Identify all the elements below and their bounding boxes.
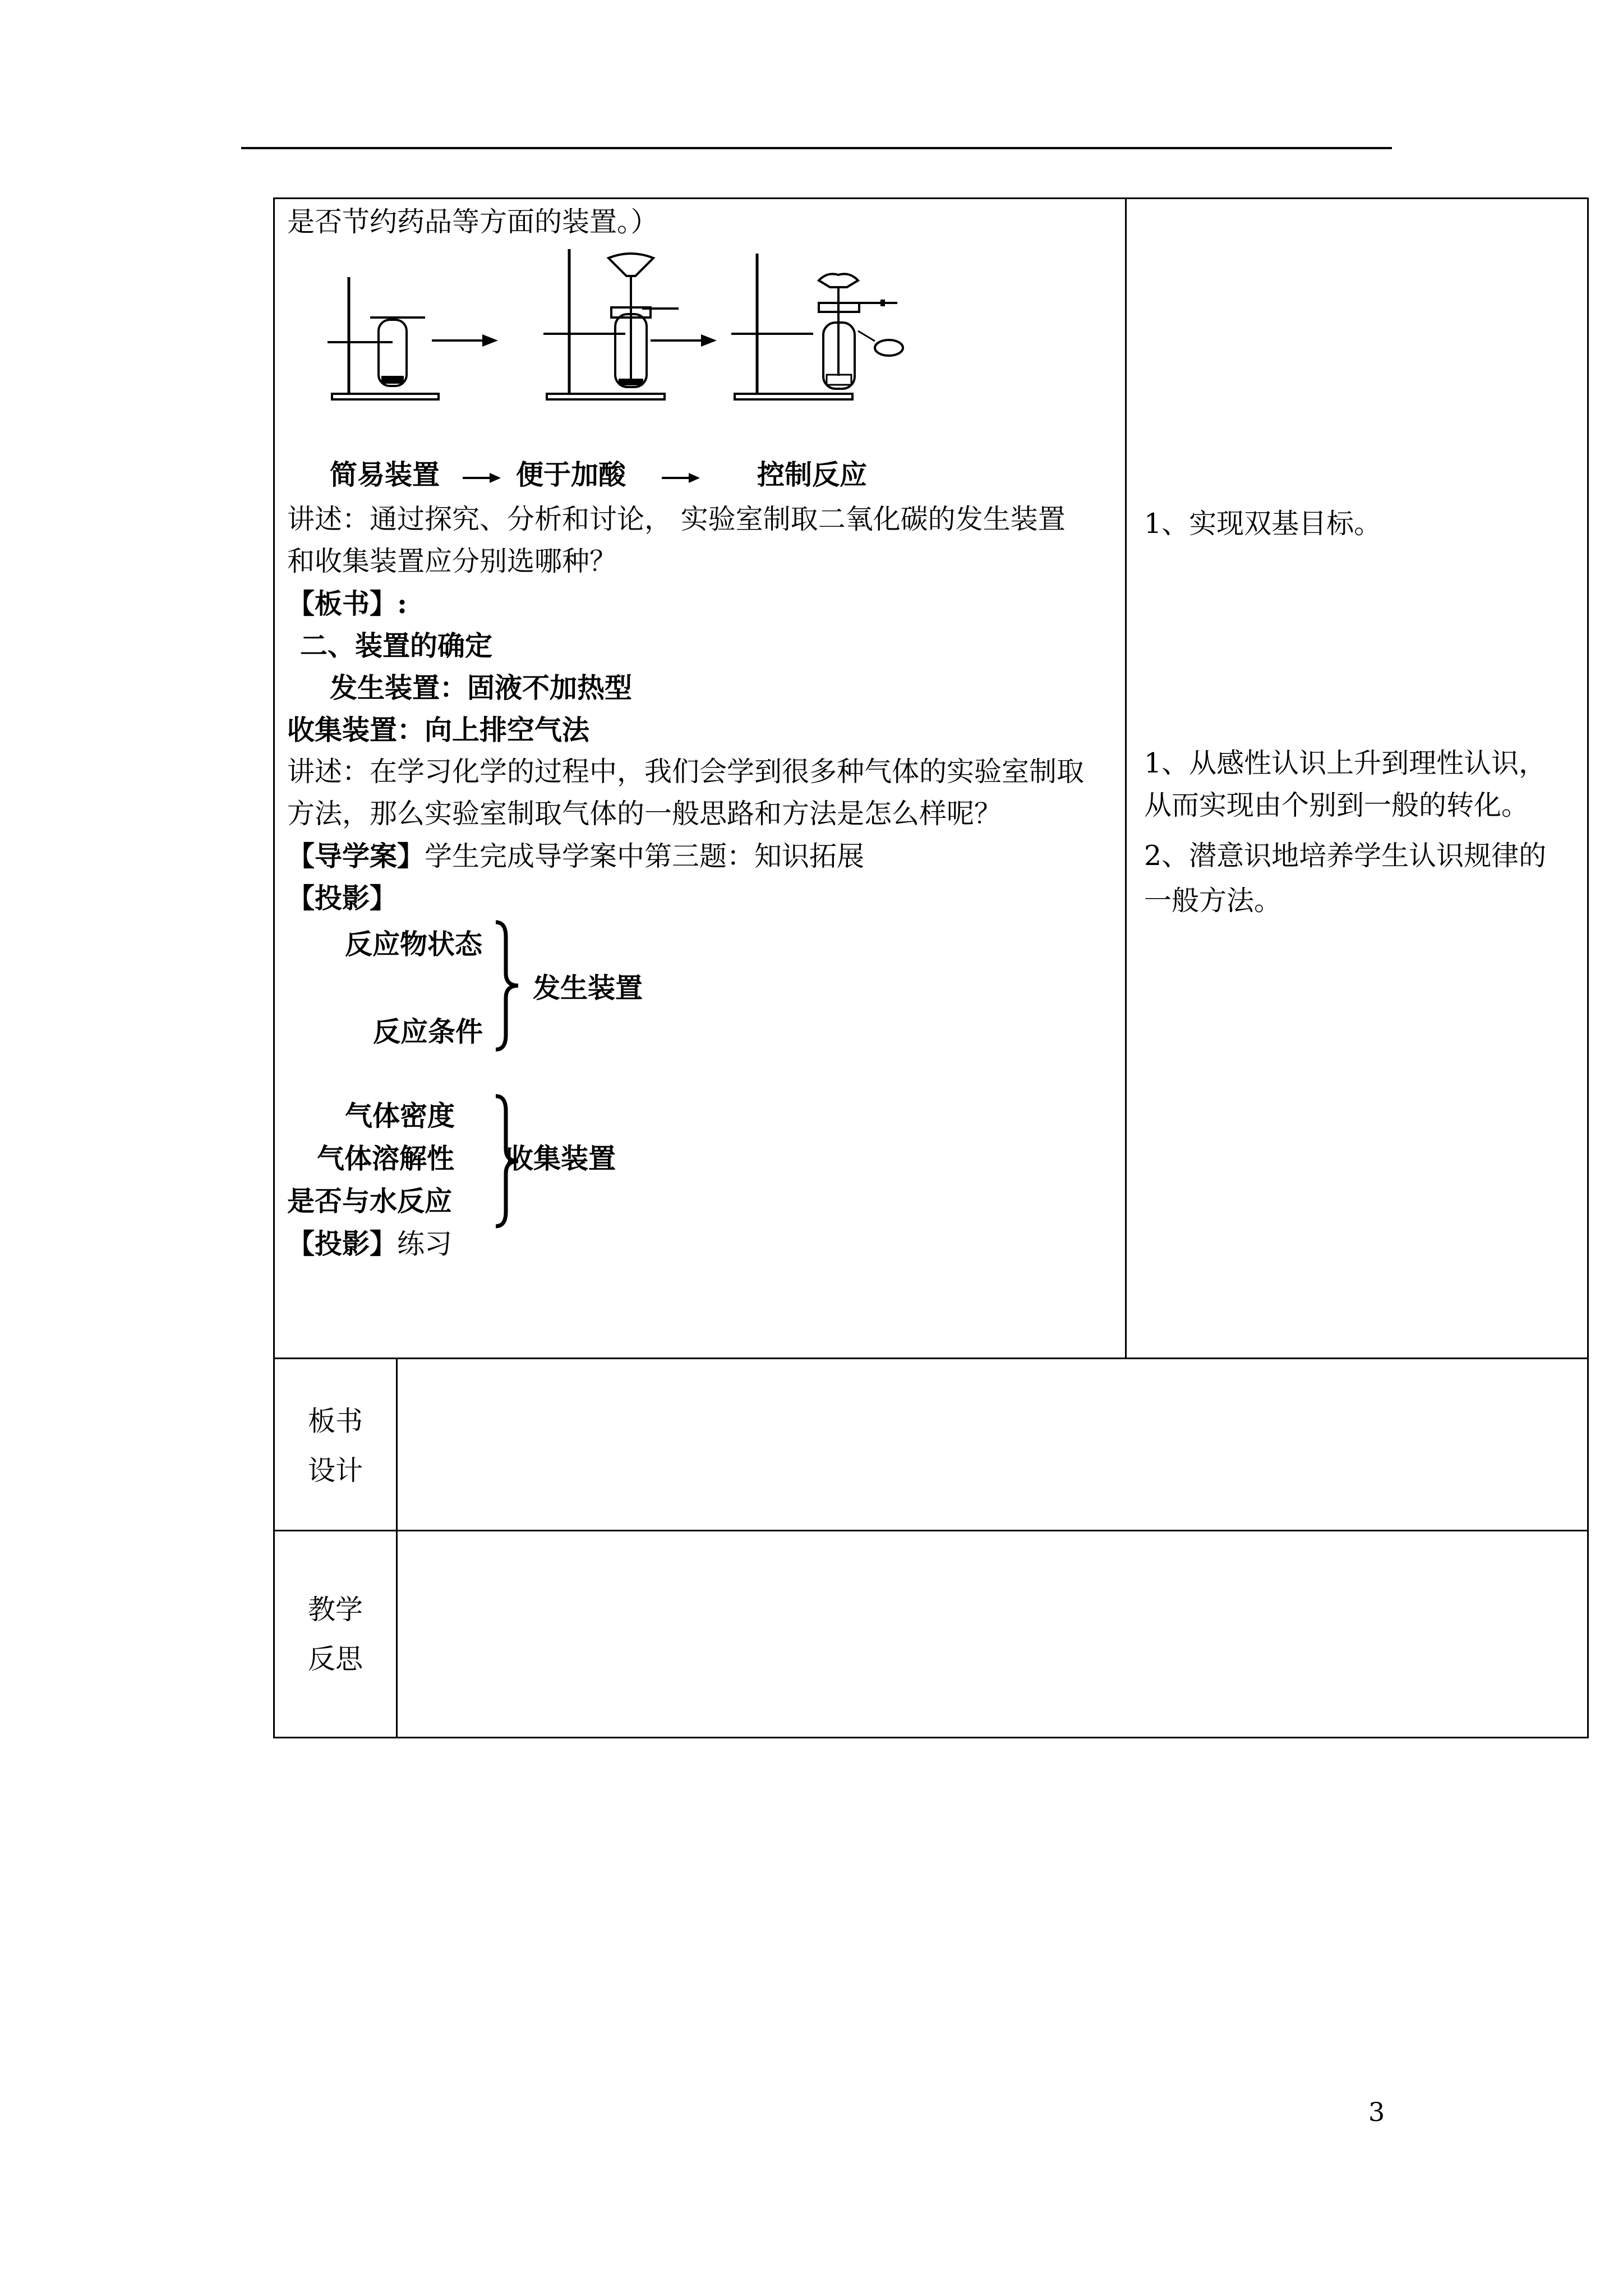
design-intent-3a: 2、潜意识地培养学生认识规律的	[1144, 840, 1547, 872]
projection-heading: 【投影】	[287, 882, 398, 914]
board-design-label	[276, 1397, 394, 1496]
acid-funnel-apparatus-diagram	[541, 247, 693, 407]
guide-case-line	[287, 839, 864, 874]
design-intent-3b: 一般方法。	[1144, 885, 1282, 917]
lecture-text-2b: 方法，那么实验室制取气体的一般思路和方法是怎么样呢？	[287, 798, 1002, 830]
exercise-text: 练习	[397, 1228, 453, 1260]
design-intent-2b: 从而实现由个别到一般的转化。	[1144, 789, 1529, 821]
column-divider	[1125, 197, 1127, 1359]
brace1-item-2: 反应条件	[373, 1015, 483, 1048]
page-number: 3	[1368, 2097, 1385, 2127]
row-divider-2	[273, 1530, 1589, 1531]
brace2-item-3: 是否与水反应	[287, 1185, 453, 1217]
intro-text: 是否节约药品等方面的装置。）	[287, 206, 658, 238]
design-intent-1: 1、实现双基目标。	[1144, 508, 1382, 540]
guide-case-tag: 【导学案】	[287, 840, 425, 872]
arrow-icon	[432, 331, 499, 350]
label-simple-apparatus: 简易装置	[330, 458, 440, 491]
brace2-result: 收集装置	[506, 1142, 616, 1175]
arrow-icon	[463, 470, 502, 486]
lecture-text-1b: 和收集装置应分别选哪种？	[287, 545, 617, 577]
arrow-icon	[651, 331, 718, 350]
guide-case-text: 学生完成导学案中第三题：知识拓展	[425, 840, 865, 872]
exercise-line	[287, 1226, 452, 1262]
board-design-label-line2: 设计	[307, 1455, 363, 1487]
section-heading: 二、装置的确定	[300, 629, 493, 662]
reflection-label	[276, 1585, 394, 1684]
arrow-icon	[662, 470, 701, 486]
row-divider-1	[273, 1358, 1589, 1359]
lecture-text-2a: 讲述：在学习化学的过程中，我们会学到很多种气体的实验室制取	[287, 756, 1085, 788]
generator-apparatus-line: 发生装置：固液不加热型	[330, 671, 633, 704]
brace1-result: 发生装置	[533, 972, 643, 1004]
board-heading: 【板书】:	[287, 587, 408, 620]
header-rule	[241, 147, 1392, 149]
brace2-item-2: 气体溶解性	[317, 1142, 455, 1175]
right-brace-icon	[494, 920, 522, 1052]
lecture-text-1a: 讲述：通过探究、分析和讨论， 实验室制取二氧化碳的发生装置	[287, 503, 1066, 535]
collector-apparatus-line: 收集装置：向上排空气法	[287, 714, 590, 746]
reflection-label-line2: 反思	[307, 1643, 363, 1675]
design-intent-2a: 1、从感性认识上升到理性认识，	[1144, 747, 1547, 779]
reflection-label-line1: 教学	[307, 1594, 363, 1626]
brace2-item-1: 气体密度	[345, 1099, 455, 1132]
brace1-item-1: 反应物状态	[345, 928, 483, 960]
label-easy-acid: 便于加酸	[516, 458, 626, 491]
lesson-table	[273, 197, 1589, 1738]
controlled-reaction-apparatus-diagram	[729, 247, 914, 407]
simple-apparatus-diagram	[325, 269, 449, 407]
board-design-label-line1: 板书	[307, 1405, 363, 1437]
label-column-divider	[396, 1358, 398, 1738]
label-control-reaction: 控制反应	[757, 458, 868, 491]
exercise-tag: 【投影】	[287, 1227, 398, 1260]
